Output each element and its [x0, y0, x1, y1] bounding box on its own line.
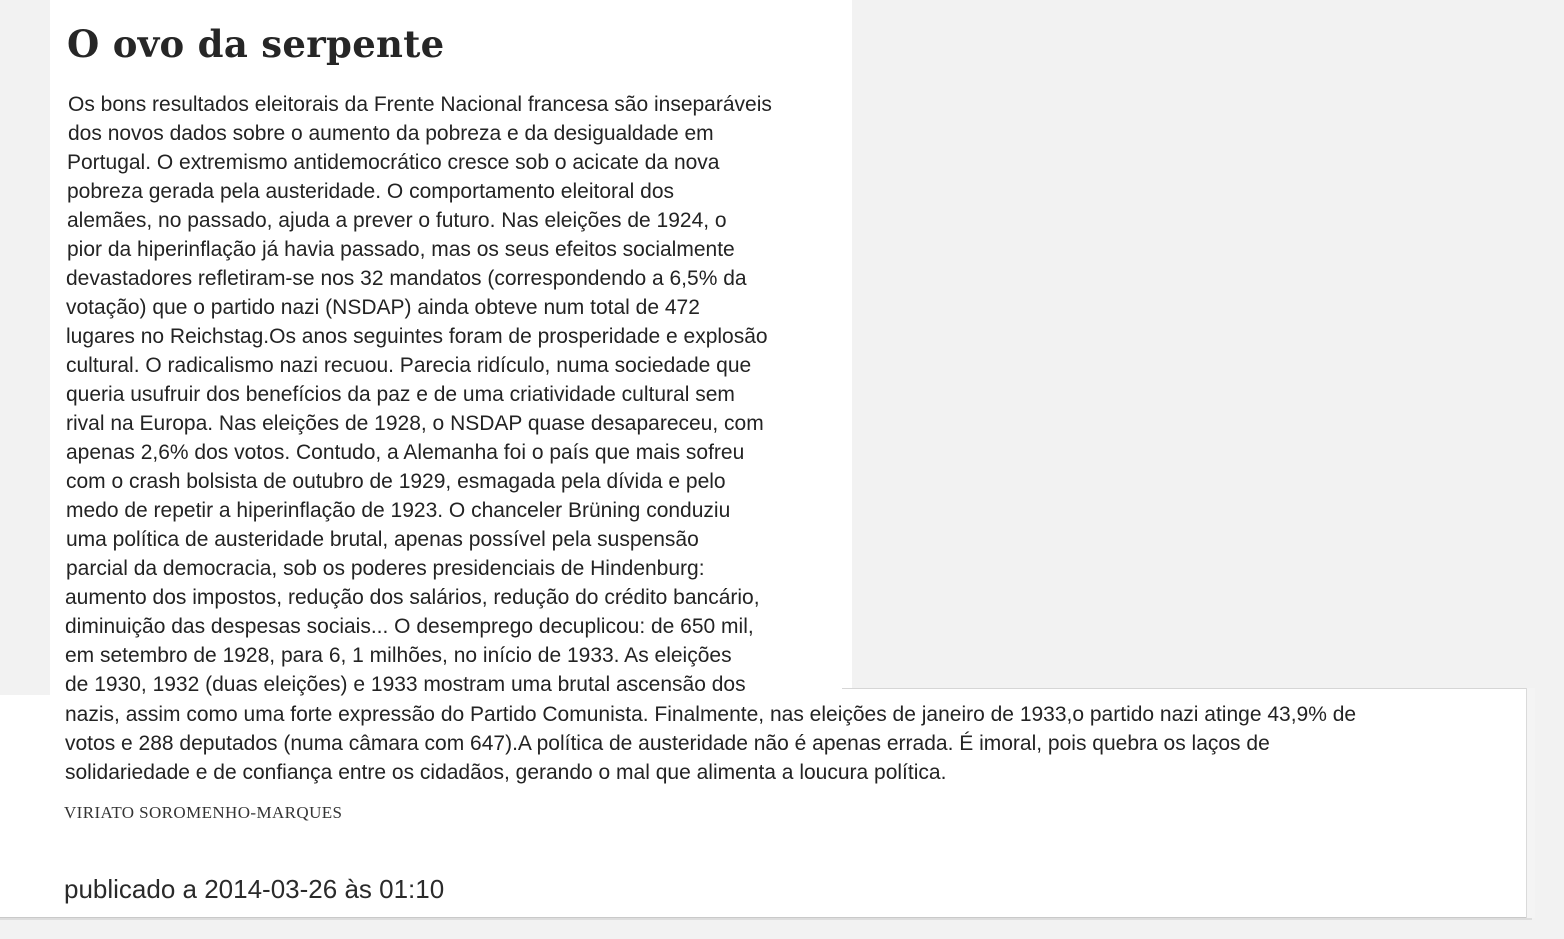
article-line: uma política de austeridade brutal, apenas possível pela suspensão — [66, 528, 699, 551]
article-line: com o crash bolsista de outubro de 1929, esmagada pela dívida e pelo — [66, 470, 726, 493]
article-line: lugares no Reichstag.Os anos seguintes foram de prosperidade e explosão — [66, 325, 768, 348]
article-line: apenas 2,6% dos votos. Contudo, a Alemanha foi o país que mais sofreu — [66, 441, 745, 464]
publication-timestamp: publicado a 2014-03-26 às 01:10 — [64, 874, 445, 904]
article-line: diminuição das despesas sociais... O desemprego decuplicou: de 650 mil, — [65, 615, 754, 638]
article-title: O ovo da serpente — [67, 22, 445, 66]
article-line: em setembro de 1928, para 6, 1 milhões, no início de 1933. As eleições — [65, 644, 732, 667]
article-line: devastadores refletiram-se nos 32 mandatos (correspondendo a 6,5% da — [66, 267, 747, 290]
article-line: cultural. O radicalismo nazi recuou. Parecia ridículo, numa sociedade que — [66, 354, 752, 377]
article-line: parcial da democracia, sob os poderes presidenciais de Hindenburg: — [66, 557, 705, 580]
author-byline: VIRIATO SOROMENHO-MARQUES — [64, 803, 343, 822]
article-line: dos novos dados sobre o aumento da pobreza e da desigualdade em — [68, 122, 714, 145]
article-line: de 1930, 1932 (duas eleições) e 1933 mostram uma brutal ascensão dos — [65, 673, 746, 696]
paper-edge — [1526, 688, 1535, 918]
article-line: Portugal. O extremismo antidemocrático cresce sob o acicate da nova — [67, 151, 720, 174]
article-line: alemães, no passado, ajuda a prever o futuro. Nas eleições de 1924, o — [67, 209, 727, 232]
article-line: rival na Europa. Nas eleições de 1928, o NSDAP quase desapareceu, com — [66, 412, 764, 435]
article-line: votação) que o partido nazi (NSDAP) ainda obteve num total de 472 — [66, 296, 700, 319]
article-line: nazis, assim como uma forte expressão do Partido Comunista. Finalmente, nas eleições de janeiro de 1933,o partido nazi atinge 43,9% de — [65, 703, 1357, 726]
article-line: aumento dos impostos, redução dos salários, redução do crédito bancário, — [65, 586, 760, 609]
article-line: medo de repetir a hiperinflação de 1923. O chanceler Brüning conduziu — [66, 499, 731, 522]
article-line: pior da hiperinflação já havia passado, mas os seus efeitos socialmente — [67, 238, 735, 261]
article-line: votos e 288 deputados (numa câmara com 647).A política de austeridade não é apenas errada. É imoral, pois quebra os laços de — [65, 732, 1270, 755]
article-line: queria usufruir dos benefícios da paz e de uma criatividade cultural sem — [66, 383, 735, 406]
article-line: Os bons resultados eleitorais da Frente Nacional francesa são inseparáveis — [68, 93, 772, 116]
article-line: pobreza gerada pela austeridade. O comportamento eleitoral dos — [67, 180, 675, 203]
article-line: solidariedade e de confiança entre os cidadãos, gerando o mal que alimenta a loucura política. — [65, 761, 947, 784]
